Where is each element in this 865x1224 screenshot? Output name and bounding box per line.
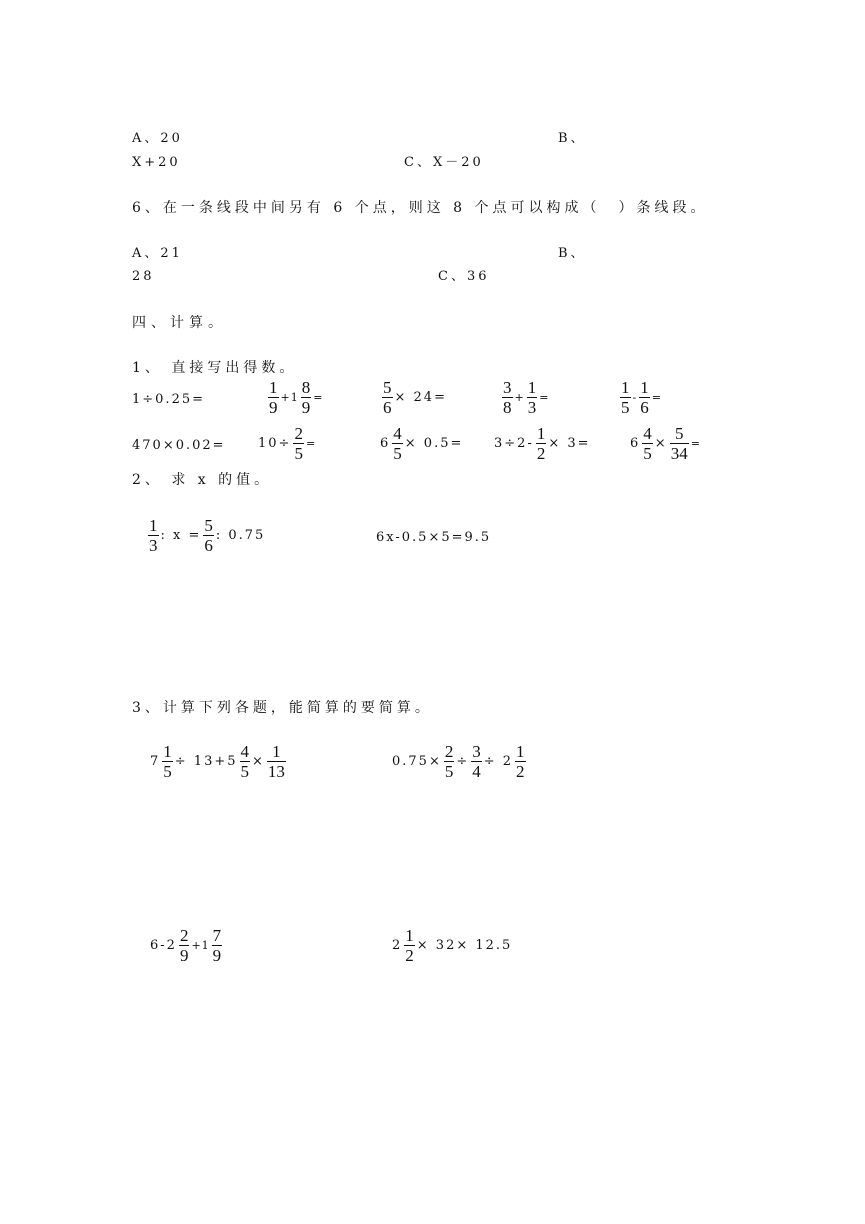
q5-option-b: B、	[558, 131, 587, 146]
part-2-title: 2、 求 x 的值。	[132, 472, 273, 488]
p2-expr-1: $\frac{1}{3}$ : x = $\frac{5}{6}$ : 0.75	[149, 516, 266, 555]
fraction: $\frac{3}{4}$	[472, 742, 481, 781]
fraction: $\frac{1}{5}$	[621, 378, 630, 417]
fraction: $\frac{5}{34}$	[670, 424, 688, 463]
p1r1-expr-4: $\frac{3}{8}$ + $\frac{1}{3}$ =	[503, 378, 550, 417]
p3-expr-3: 6-2 $\frac{2}{9}$ +1 $\frac{7}{9}$	[150, 926, 222, 965]
p1r2-expr-4: 3÷2- $\frac{1}{2}$ × 3=	[494, 424, 591, 463]
fraction: $\frac{1}{3}$	[527, 378, 537, 417]
fraction: $\frac{5}{6}$	[204, 516, 213, 555]
part-1-title: 1、 直接写出得数。	[132, 360, 298, 376]
q5-option-a: A、20	[132, 131, 183, 146]
q5-option-b-cont: X+20	[132, 155, 181, 170]
fraction: $\frac{2}{5}$	[444, 742, 454, 781]
p1r2-expr-1: 470×0.02=	[132, 438, 226, 453]
p3-expr-4: 2 $\frac{1}{2}$ × 32× 12.5	[392, 926, 513, 965]
fraction: $\frac{5}{6}$	[383, 378, 392, 417]
fraction: $\frac{1}{2}$	[405, 926, 414, 965]
p1r2-expr-2: 10÷ $\frac{2}{5}$ =	[258, 424, 317, 463]
fraction: $\frac{1}{5}$	[163, 742, 172, 781]
p1r1-expr-3: $\frac{5}{6}$ × 24=	[383, 378, 447, 417]
section-4-title: 四、计算。	[132, 315, 227, 331]
part-3-title: 3、计算下列各题，能简算的要简算。	[132, 700, 433, 716]
fraction: $\frac{1}{9}$	[269, 378, 278, 417]
p1r2-expr-5: 6 $\frac{4}{5}$ × $\frac{5}{34}$ =	[630, 424, 701, 463]
fraction: $\frac{8}{9}$	[301, 378, 311, 417]
fraction: $\frac{3}{8}$	[503, 378, 512, 417]
p1r1-expr-1: 1÷0.25=	[132, 392, 206, 407]
fraction: $\frac{4}{5}$	[393, 424, 402, 463]
fraction: $\frac{4}{5}$	[643, 424, 652, 463]
fraction: $\frac{2}{5}$	[294, 424, 303, 463]
q6-option-b-cont: 28	[132, 269, 155, 284]
fraction: $\frac{4}{5}$	[240, 742, 250, 781]
p1r1-expr-5: $\frac{1}{5}$ - $\frac{1}{6}$ =	[621, 378, 662, 417]
fraction: $\frac{1}{13}$	[267, 742, 285, 781]
p1r1-expr-2: $\frac{1}{9}$ +1 $\frac{8}{9}$ =	[269, 378, 324, 417]
fraction: $\frac{1}{6}$	[640, 378, 649, 417]
p2-expr-2: 6x-0.5×5=9.5	[376, 530, 492, 545]
question-6: 6、在一条线段中间另有 6 个点，则这 8 个点可以构成（ ）条线段。	[132, 200, 709, 216]
fraction: $\frac{2}{9}$	[179, 926, 189, 965]
q6-option-a: A、21	[132, 246, 183, 261]
fraction: $\frac{7}{9}$	[212, 926, 222, 965]
fraction: $\frac{1}{2}$	[536, 424, 546, 463]
p1r2-expr-3: 6 $\frac{4}{5}$ × 0.5=	[380, 424, 464, 463]
p3-expr-1: 7 $\frac{1}{5}$ ÷ 13+5 $\frac{4}{5}$ × $\frac{1}{13}$	[150, 742, 285, 781]
q5-option-c: C、X－20	[404, 155, 484, 170]
fraction: $\frac{1}{3}$	[149, 516, 158, 555]
q6-option-c: C、36	[438, 269, 490, 284]
p3-expr-2: 0.75× $\frac{2}{5}$ ÷ $\frac{3}{4}$ ÷ 2 $\frac{1}{2}$	[392, 742, 525, 781]
q6-option-b: B、	[558, 246, 587, 261]
fraction: $\frac{1}{2}$	[516, 742, 525, 781]
